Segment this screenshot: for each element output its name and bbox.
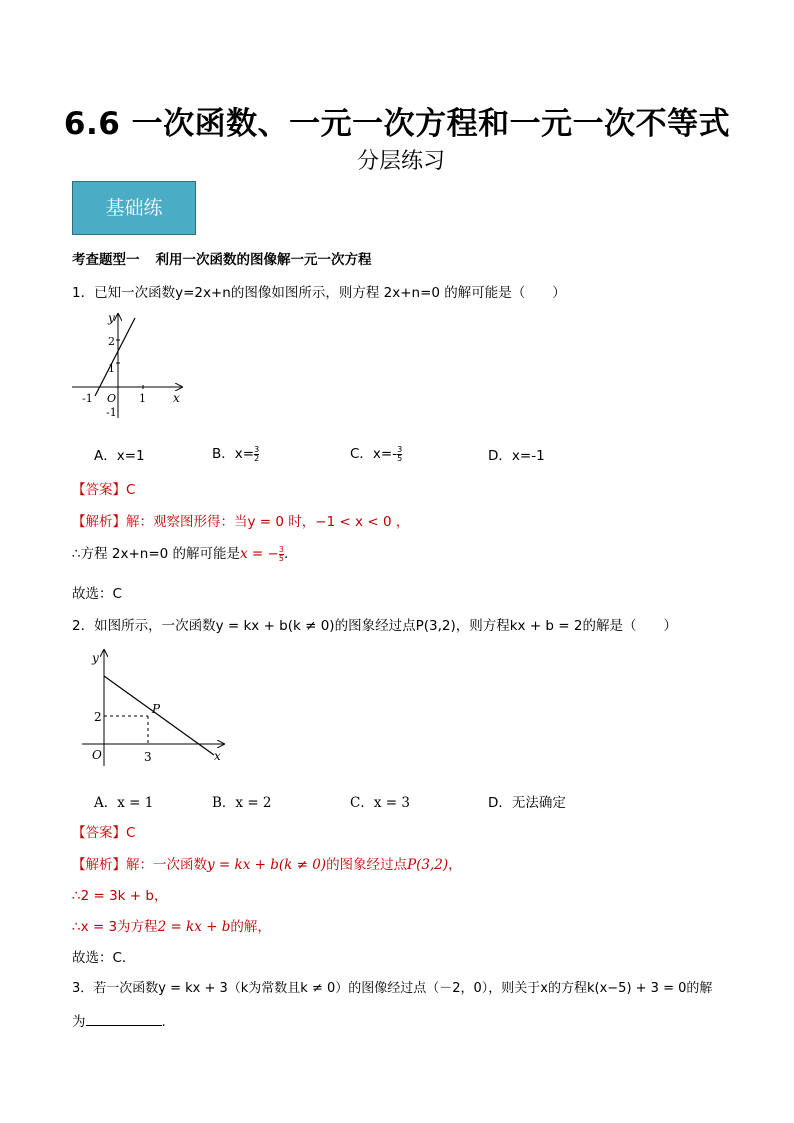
q1-tick-neg1x: -1 [82, 392, 93, 405]
q1-tick-2: 2 [108, 335, 115, 348]
q1-option-a: A．x=1 [94, 448, 145, 464]
q2-analysis: 【解析】解：一次函数y = kx + b(k ≠ 0)的图象经过点P(3,2)， [72, 857, 462, 873]
q2-option-d: D．无法确定 [488, 795, 566, 811]
q1-conclusion: 故选：C [72, 586, 122, 602]
q3-answer-blank[interactable] [86, 1013, 162, 1026]
q2-answer: 【答案】C [72, 825, 136, 841]
q1-y-label: y [108, 311, 115, 325]
q1-option-b: B．x= $\frac{3}{2}$ [212, 444, 260, 463]
q1-graph [68, 308, 188, 426]
section-label: 考查题型一 [72, 252, 140, 268]
q1-x-label: x [173, 391, 180, 405]
q2-origin: O [92, 748, 102, 762]
q1-answer: 【答案】C [72, 482, 136, 498]
q1-option-c: C．x=- $\frac{3}{5}$ [350, 444, 403, 463]
q2-graph [78, 646, 228, 770]
q1-analysis: 【解析】解：观察图形得：当y = 0 时，−1 < x < 0 ， [72, 514, 410, 530]
q1-option-d: D．x=-1 [488, 448, 545, 464]
q1-stem: 1．已知一次函数y=2x+n的图像如图所示，则方程 2x+n=0 的解可能是（ ） [72, 285, 566, 301]
level-badge: 基础练 [72, 181, 196, 235]
q2-analysis-line2: ∴2 = 3k + b， [72, 888, 168, 904]
q2-stem: 2．如图所示，一次函数y = kx + b(k ≠ 0)的图象经过点P(3,2)，则方程kx + b = 2的解是（ ） [72, 618, 677, 634]
section-title: 利用一次函数的图像解一元一次方程 [155, 252, 372, 268]
section-heading [72, 248, 372, 268]
q1-origin: O [107, 392, 117, 405]
q1-tick-neg1y: -1 [106, 406, 117, 419]
q2-y-label: y [92, 651, 99, 665]
q2-tick-3: 3 [144, 750, 152, 764]
q1-tick-1x: 1 [139, 392, 146, 405]
q2-analysis-line3: ∴x = 3为方程2 = kx + b的解， [72, 919, 271, 935]
q2-option-b: B．x = 2 [212, 795, 272, 811]
q1-function-line [95, 318, 135, 396]
q2-x-label: x [214, 749, 221, 763]
q2-option-c: C．x = 3 [350, 795, 410, 811]
q2-option-a: A．x = 1 [94, 795, 154, 811]
page-subtitle: 分层练习 [356, 149, 445, 174]
q1-tick-1y: 1 [108, 362, 115, 375]
q3-stem-line2: 为 . [72, 1014, 166, 1030]
q2-tick-2: 2 [94, 710, 102, 724]
page-title: 6.6 一次函数、一元一次方程和一元一次不等式 [63, 106, 731, 142]
q1-analysis-line2: ∴方程 2x+n=0 的解可能是x = − $\frac{3}{5}$ . [72, 544, 289, 563]
q3-stem: 3．若一次函数y = kx + 3（k为常数且k ≠ 0）的图像经过点（－2，0），则关于x的方程k(x−5) + 3 = 0的解 [72, 981, 713, 996]
q2-point-p: P [152, 702, 161, 716]
q2-conclusion: 故选：C． [72, 950, 136, 966]
